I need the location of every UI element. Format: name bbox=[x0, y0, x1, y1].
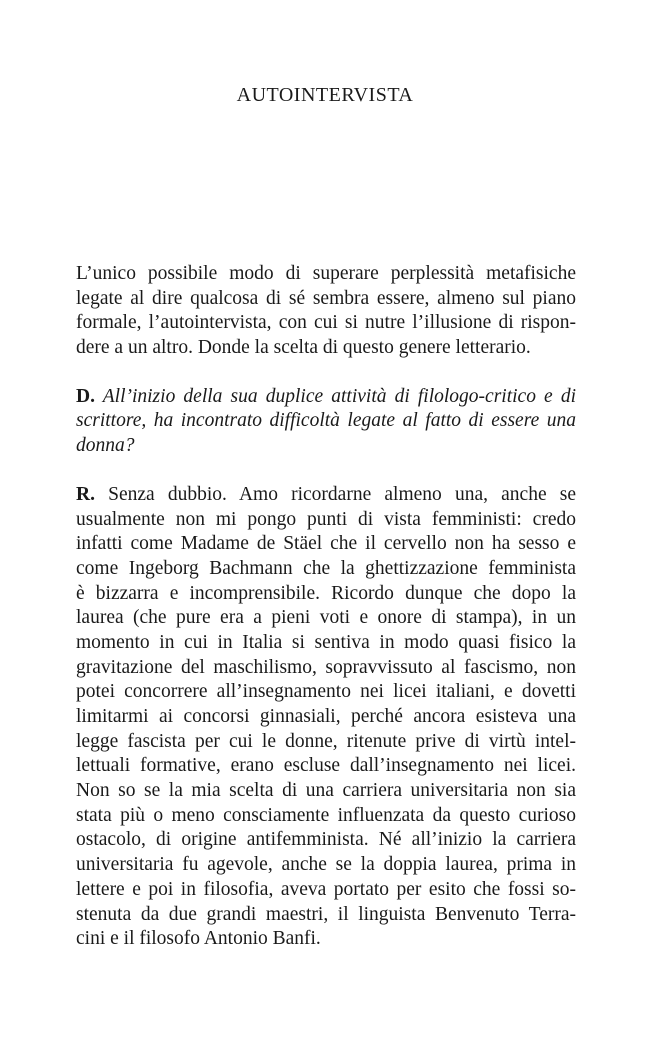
answer-line: legge fascista per cui le donne, ritenute prive di virtù intel- bbox=[76, 730, 576, 752]
intro-paragraph bbox=[76, 262, 576, 361]
answer-line: stenuta da due grandi maestri, il linguista Benvenuto Terra- bbox=[76, 903, 576, 925]
answer-line: stata più o meno consciamente influenzata da questo curioso bbox=[76, 804, 576, 826]
intro-line: dere a un altro. Donde la scelta di questo genere letterario. bbox=[76, 337, 531, 359]
question-first-line bbox=[76, 385, 576, 410]
answer-line: è bizzarra e incomprensibile. Ricordo dunque che dopo la bbox=[76, 582, 576, 604]
answer-line: momento in cui in Italia si sentiva in modo quasi fisico la bbox=[76, 631, 576, 653]
answer-line: gravitazione del maschilismo, sopravvissuto al fascismo, non bbox=[76, 656, 576, 678]
answer-line: infatti come Madame de Stäel che il cervello non ha sesso e bbox=[76, 533, 576, 555]
answer-line: limitarmi ai concorsi ginnasiali, perché ancora esisteva una bbox=[76, 706, 576, 727]
answer-line: lettere e poi in filosofia, aveva portato per esito che fossi so- bbox=[76, 878, 576, 900]
answer-line: come Ingeborg Bachmann che la ghettizzazione femminista bbox=[76, 557, 576, 579]
question-paragraph bbox=[76, 385, 576, 459]
question-line: donna? bbox=[76, 435, 135, 457]
intro-line: legate al dire qualcosa di sé sembra essere, almeno sul piano bbox=[76, 287, 576, 309]
chapter-title: AUTOINTERVISTA bbox=[236, 84, 414, 106]
question-line: scrittore, ha incontrato difficoltà legate al fatto di essere una bbox=[76, 410, 576, 432]
answer-paragraph bbox=[76, 483, 576, 952]
question-label: D. bbox=[76, 385, 95, 407]
intro-line: L’unico possibile modo di superare perplessità metafisiche bbox=[76, 263, 576, 284]
question-first-line-text: All’inizio della sua duplice attività di filologo-critico e di bbox=[102, 385, 576, 407]
answer-first-line bbox=[76, 483, 576, 508]
answer-first-line-text: Senza dubbio. Amo ricordarne almeno una, anche se bbox=[108, 483, 576, 505]
answer-line: ostacolo, di origine antifemminista. Né all’inizio la carriera bbox=[76, 829, 576, 851]
answer-line: universitaria fu agevole, anche se la doppia laurea, prima in bbox=[76, 854, 576, 876]
intro-line: formale, l’autointervista, con cui si nutre l’illusione di rispon- bbox=[76, 312, 576, 334]
answer-label: R. bbox=[76, 483, 95, 505]
answer-line: potei concorrere all’insegnamento nei licei italiani, e dovetti bbox=[76, 681, 576, 703]
answer-line: Non so se la mia scelta di una carriera universitaria non sia bbox=[76, 780, 576, 802]
answer-line: laurea (che pure era a pieni voti e onore di stampa), in un bbox=[76, 607, 576, 629]
answer-line: cini e il filosofo Antonio Banfi. bbox=[76, 928, 321, 950]
answer-line: lettuali formative, erano escluse dall’insegnamento nei licei. bbox=[76, 755, 576, 777]
answer-line: usualmente non mi pongo punti di vista femministi: credo bbox=[76, 508, 576, 530]
text-body bbox=[76, 262, 576, 976]
